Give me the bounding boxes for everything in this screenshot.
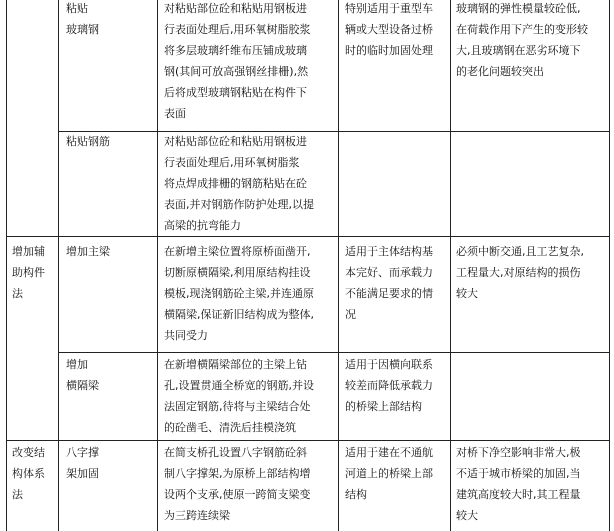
cell-category: 改变结 构体系 法	[12, 446, 45, 501]
cell-scope: 适用于建在不通航 河道上的桥梁上部 结构	[345, 446, 433, 501]
cell-method: 增加 横隔梁	[66, 358, 99, 392]
cell-note: 玻璃钢的弹性模量较砼低, 在荷载作用下产生的变形较 大,且玻璃钢在恶劣环境下 的老化问题较突出	[456, 2, 588, 78]
cell-scope: 适用于因横向联系 较差而降低承载力 的桥梁上部结构	[345, 358, 433, 413]
cell-category: 增加辅 助构件 法	[12, 245, 45, 300]
cell-method: 八字撑 架加固	[66, 446, 99, 480]
cell-note: 对桥下净空影响非常大,极 不适于城市桥梁的加固,当 建筑高度较大时,其工程量 较大	[456, 446, 581, 522]
grid-vline	[6, 0, 7, 531]
cell-method: 粘贴 玻璃钢	[66, 2, 99, 36]
cell-scope: 特别适用于重型车 辆或大型设备过桥 时的临时加固处理	[345, 2, 433, 57]
cell-method: 增加主梁	[66, 245, 110, 258]
cell-description: 在新增横隔梁部位的主梁上钻 孔,设置贯通全桥宽的钢筋,并设 法固定钢筋,待将与主梁结合处 的砼凿毛、清洗后挂模浇筑	[164, 358, 314, 434]
cell-description: 在简支桥孔设置八字钢筋砼斜 制八字撑架,为原桥上部结构增 设两个支承,使原一跨简支梁变 为三跨连续梁	[164, 446, 311, 522]
cell-description: 对粘贴部位砼和粘贴用钢板进 行表面处理后,用环氧树脂浆 将点焊成排栅的钢筋粘贴在砼 表面,并对钢筋作防护处理,以提 高梁的抗弯能力	[164, 135, 314, 232]
grid-vline	[450, 0, 451, 531]
grid-vline	[58, 0, 59, 531]
cell-description: 在新增主梁位置将原桥面凿开, 切断原横隔梁,利用原结构挂设 模板,现浇钢筋砼主梁,并连通原 横隔梁,保证新旧结构成为整体, 共同受力	[164, 245, 314, 342]
grid-vline	[609, 0, 610, 531]
grid-vline	[338, 0, 339, 531]
cell-description: 对粘贴部位砼和粘贴用钢板进 行表面处理后,用环氧树脂胶浆 将多层玻璃纤维布压铺成玻璃 钢(其间可放高强钢丝排栅),然 后将成型玻璃钢粘贴在构件下 表面	[164, 2, 311, 120]
cell-method: 粘贴钢筋	[66, 135, 110, 148]
grid-vline	[157, 0, 158, 531]
grid-hline	[6, 440, 610, 441]
grid-hline	[6, 236, 610, 237]
cell-scope: 适用于主体结构基 本完好、而承载力 不能满足要求的情 况	[345, 245, 433, 321]
cell-note: 必须中断交通,且工艺复杂, 工程量大,对原结构的损伤 较大	[456, 245, 584, 300]
grid-hline	[58, 352, 610, 353]
